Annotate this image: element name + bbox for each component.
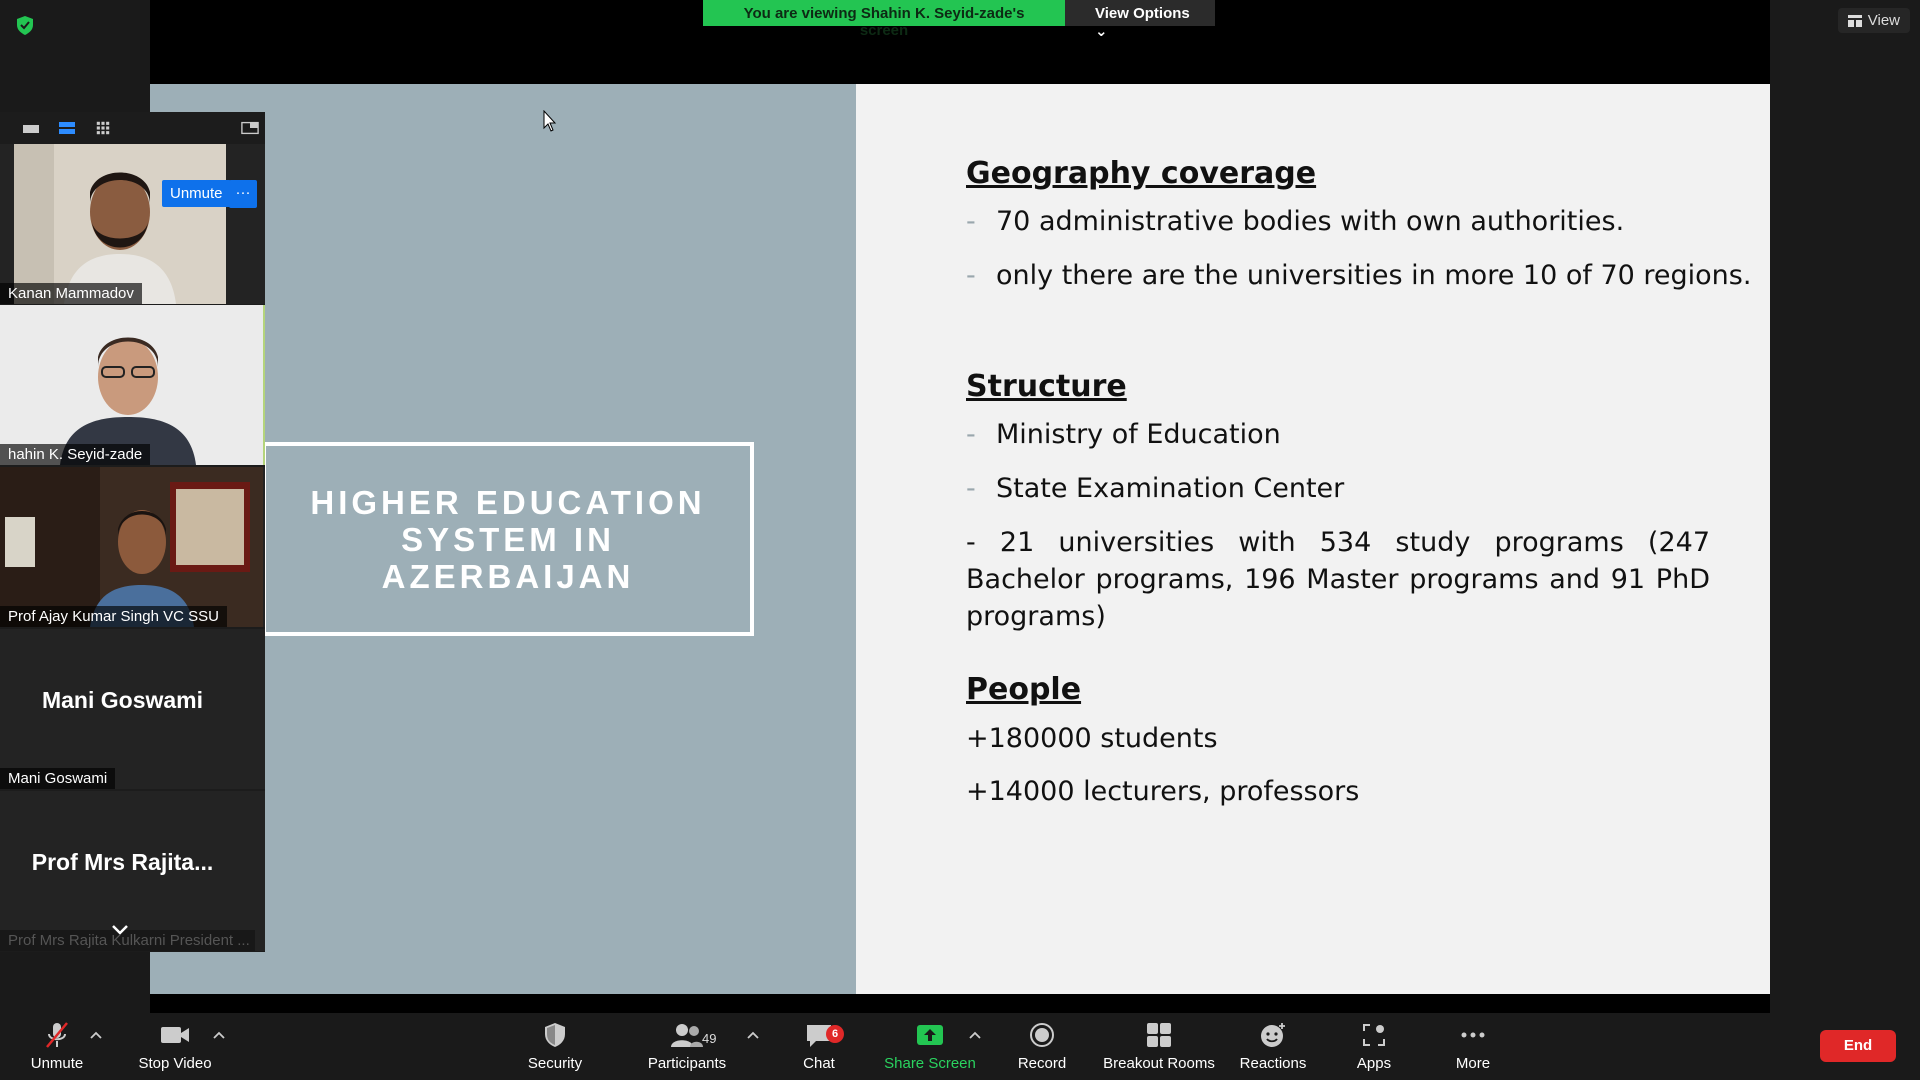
participant-display-name: Mani Goswami	[41, 687, 204, 713]
share-screen-caret-icon[interactable]	[969, 1031, 981, 1039]
chat-unread-badge: 6	[826, 1025, 844, 1043]
view-layout-button[interactable]: View	[1838, 8, 1910, 33]
participant-video	[0, 305, 263, 465]
participant-name: Prof Mrs Rajita Kulkarni President ...	[0, 930, 255, 951]
more-dots-icon	[1458, 1021, 1488, 1049]
end-meeting-button[interactable]: End	[1820, 1030, 1896, 1062]
participant-video	[14, 144, 226, 304]
structure-heading: Structure	[966, 369, 1127, 404]
view-options-button[interactable]: View Options ⌄	[1065, 0, 1215, 26]
participant-display-name: Prof Mrs Rajita...	[31, 849, 214, 875]
video-options-caret-icon[interactable]	[213, 1031, 225, 1039]
shared-screen	[150, 0, 1770, 1013]
people-line: +14000 lecturers, professors	[966, 776, 1360, 807]
reactions-button[interactable]: Reactions	[1218, 1021, 1328, 1072]
people-heading: People	[966, 672, 1082, 707]
participant-more-button[interactable]: ···	[229, 180, 257, 208]
participant-tile[interactable]	[0, 791, 265, 951]
geography-bullet: - 70 administrative bodies with own authorities.	[966, 206, 1625, 237]
participant-tile[interactable]	[0, 467, 265, 627]
participants-count: 49	[702, 1031, 717, 1046]
meeting-toolbar	[0, 1013, 1920, 1080]
unmute-participant-button[interactable]: Unmute	[162, 180, 231, 207]
participant-name: Mani Goswami	[0, 768, 115, 789]
record-icon	[1028, 1021, 1056, 1049]
structure-bullet: - State Examination Center	[966, 473, 1345, 504]
slide-title: HIGHER EDUCATION SYSTEM IN AZERBAIJAN	[310, 483, 706, 595]
structure-bullet: - Ministry of Education	[966, 419, 1281, 450]
security-shield-icon	[541, 1021, 569, 1049]
participant-tile-active-speaker[interactable]	[0, 305, 265, 465]
more-button[interactable]: More	[1418, 1021, 1528, 1072]
participant-tile[interactable]	[0, 629, 265, 789]
record-button[interactable]: Record	[987, 1021, 1097, 1072]
viewing-screen-label: You are viewing Shahin K. Seyid-zade's screen	[703, 0, 1065, 26]
share-screen-icon	[915, 1021, 945, 1049]
participant-name: hahin K. Seyid-zade	[0, 444, 150, 465]
audio-options-caret-icon[interactable]	[90, 1031, 102, 1039]
slide-right-panel	[856, 84, 1770, 994]
participants-button[interactable]: 49 Participants	[632, 1021, 742, 1072]
participant-name: Prof Ajay Kumar Singh VC SSU	[0, 606, 227, 627]
geography-heading: Geography coverage	[966, 156, 1317, 191]
breakout-rooms-button[interactable]: Breakout Rooms	[1097, 1021, 1221, 1072]
people-line: +180000 students	[966, 723, 1218, 754]
presentation-slide	[150, 84, 1770, 994]
mouse-cursor-icon	[543, 110, 557, 132]
video-gallery-panel	[0, 112, 265, 952]
gallery-toolbar	[0, 112, 265, 144]
pop-out-icon[interactable]	[241, 121, 259, 135]
share-screen-button[interactable]: Share Screen	[875, 1021, 985, 1072]
chevron-down-icon[interactable]	[110, 924, 130, 936]
microphone-muted-icon	[42, 1021, 72, 1049]
encryption-shield-icon[interactable]	[14, 14, 36, 36]
chat-button[interactable]: 6 Chat	[764, 1021, 874, 1072]
stop-video-button[interactable]: Stop Video	[120, 1021, 230, 1072]
grid-view-icon	[1848, 15, 1862, 27]
participant-video	[0, 467, 263, 627]
reactions-smiley-icon	[1258, 1021, 1288, 1049]
security-button[interactable]: Security	[500, 1021, 610, 1072]
minimize-video-icon[interactable]	[22, 121, 40, 135]
video-camera-icon	[159, 1021, 191, 1049]
slide-title-box	[262, 442, 754, 636]
breakout-rooms-icon	[1145, 1021, 1173, 1049]
structure-paragraph: - 21 universities with 534 study programs (247 Bachelor programs, 196 Master programs and 91 PhD programs)	[966, 527, 1710, 632]
screen-share-banner	[703, 0, 1215, 40]
participants-caret-icon[interactable]	[747, 1031, 759, 1039]
speaker-view-icon[interactable]	[58, 121, 76, 135]
unmute-button[interactable]: Unmute	[2, 1021, 112, 1072]
participant-tile[interactable]	[0, 144, 265, 304]
participants-icon	[670, 1021, 704, 1049]
apps-button[interactable]: Apps	[1319, 1021, 1429, 1072]
participant-name: Kanan Mammadov	[0, 283, 142, 304]
geography-bullet: - only there are the universities in more 10 of 70 regions.	[966, 260, 1752, 291]
chevron-down-icon: ⌄	[1095, 23, 1108, 40]
apps-icon	[1360, 1021, 1388, 1049]
gallery-grid-icon[interactable]	[94, 121, 112, 135]
